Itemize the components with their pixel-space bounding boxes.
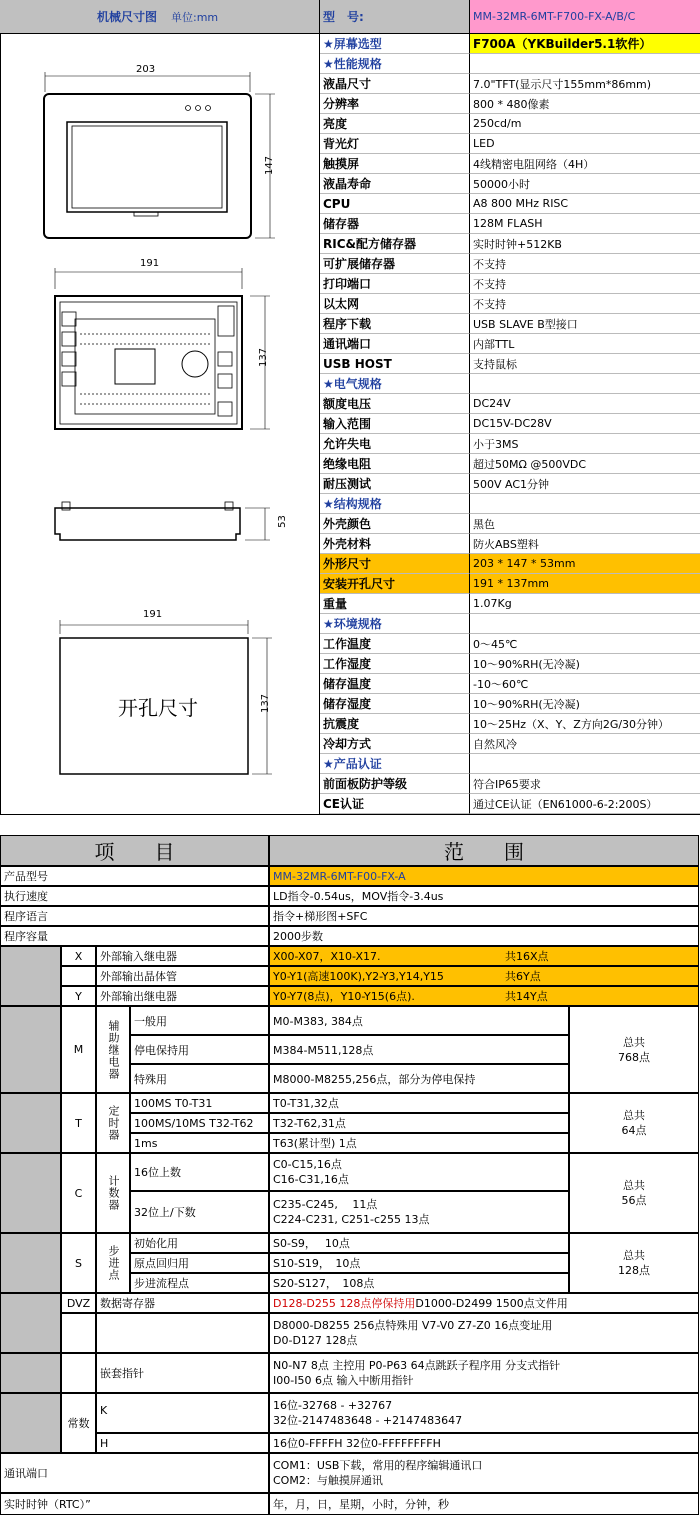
spec-value: 不支持: [470, 274, 700, 294]
spec-value: 黑色: [470, 514, 700, 534]
dvz-value2: [269, 1313, 699, 1353]
const-h: H: [96, 1433, 269, 1453]
c-row-name: 16位上数: [130, 1153, 269, 1191]
spec-key: 安装开孔尺寸: [320, 574, 470, 594]
spec-key: 分辨率: [320, 94, 470, 114]
comm-label: 通讯端口: [0, 1453, 269, 1493]
spec-value: 通过CE认证（EN61000-6-2:200S）: [470, 794, 700, 814]
spec-value: [470, 54, 700, 74]
dvz-name: 数据寄存器: [96, 1293, 269, 1313]
spec-key: 前面板防护等级: [320, 774, 470, 794]
dvz-group-left: [0, 1293, 61, 1353]
spec-key: [320, 614, 470, 634]
spec-key: 外形尺寸: [320, 554, 470, 574]
m-row-value: M8000-M8255,256点，部分为停电保持: [269, 1064, 569, 1093]
spec-key: 允许失电: [320, 434, 470, 454]
spec-value: USB SLAVE B型接口: [470, 314, 700, 334]
spec-key: 可扩展储存器: [320, 254, 470, 274]
spec-key: 外壳颜色: [320, 514, 470, 534]
spec-key: 工作温度: [320, 634, 470, 654]
spec-value: -10～60℃: [470, 674, 700, 694]
spec-key: 储存湿度: [320, 694, 470, 714]
back-width-label: 191: [140, 258, 160, 269]
spec-value: 不支持: [470, 294, 700, 314]
nest-group-left: [0, 1353, 61, 1393]
y2-letter: Y: [61, 986, 96, 1006]
c-row-line: C224-C231, C251-c255 13点: [273, 1213, 430, 1226]
spec-key: 打印端口: [320, 274, 470, 294]
y2-total: 共14Y点: [505, 990, 548, 1003]
x-range: X00-X07，X10-X17.: [273, 950, 381, 963]
m-row-name: 一般用: [130, 1006, 269, 1035]
nest-line: I00-I50 6点 输入中断用指针: [273, 1374, 414, 1387]
rtc-value: 年，月，日，星期，小时，分钟，秒: [269, 1493, 699, 1515]
const-group-left: [0, 1393, 61, 1453]
c-group-name: 计数器: [96, 1153, 130, 1233]
m-total: 总共 768点: [569, 1006, 699, 1093]
dvz-rest: D1000-D2499 1500点文件用: [415, 1297, 568, 1310]
x-value: [269, 946, 699, 966]
comm-line: COM1：USB下载，常用的程序编辑通讯口: [273, 1459, 483, 1472]
m-row-value: M0-M383, 384点: [269, 1006, 569, 1035]
s-total: 总共 128点: [569, 1233, 699, 1293]
dvz-line: D8000-D8255 256点特殊用 V7-V0 Z7-Z0 16点变址用: [273, 1319, 553, 1332]
dvz-red: D128-D255 128点停保持用: [273, 1297, 416, 1310]
y1-total: 共6Y点: [505, 970, 541, 983]
dvz-value1: [269, 1293, 699, 1313]
spec-key: USB HOST: [320, 354, 470, 374]
const-k-line: 16位-32768 - +32767: [273, 1399, 393, 1412]
spec-key: 储存器: [320, 214, 470, 234]
spec-value: 250cd/m: [470, 114, 700, 134]
comm-line: COM2：与触摸屏通讯: [273, 1474, 383, 1487]
spec-value: 0～45℃: [470, 634, 700, 654]
spec-value: [470, 754, 700, 774]
spec-key: 背光灯: [320, 134, 470, 154]
spec-key: 液晶寿命: [320, 174, 470, 194]
spec-key: [320, 34, 470, 54]
drawing-unit: 单位:mm: [171, 10, 219, 24]
spec-key: RIC&配方储存器: [320, 234, 470, 254]
spec-value: 内部TTL: [470, 334, 700, 354]
spec-value: 实时时钟+512KB: [470, 234, 700, 254]
spec-section-title: ★结构规格: [323, 497, 382, 511]
spec-key: CPU: [320, 194, 470, 214]
dvz-blank-name: [96, 1313, 269, 1353]
rtc-label: 实时时钟（RTC）”: [0, 1493, 269, 1515]
spec-key: 冷却方式: [320, 734, 470, 754]
spec-section-title: ★环境规格: [323, 617, 382, 631]
c-total: 总共 56点: [569, 1153, 699, 1233]
spec-value: A8 800 MHz RISC: [470, 194, 700, 214]
spec-value: 不支持: [470, 254, 700, 274]
spec-value: 10～90%RH(无冷凝): [470, 694, 700, 714]
spec-section-title: ★性能规格: [323, 57, 382, 71]
t-row-value: T0-T31,32点: [269, 1093, 569, 1113]
spec-value: 支持鼠标: [470, 354, 700, 374]
t-group-left: [0, 1093, 61, 1153]
s-row-name: 原点回归用: [130, 1253, 269, 1273]
prog-lang-value: 指令+梯形图+SFC: [269, 906, 699, 926]
s-row-value: S0-S9， 10点: [269, 1233, 569, 1253]
spec-key: 亮度: [320, 114, 470, 134]
spec-value: F700A（YKBuilder5.1软件）: [470, 34, 700, 54]
spec-value: 1.07Kg: [470, 594, 700, 614]
plc-header-range: 范 围: [269, 835, 699, 866]
nest-name: 嵌套指针: [96, 1353, 269, 1393]
nest-line: N0-N7 8点 主控用 P0-P63 64点跳跃子程序用 分支式指针: [273, 1359, 561, 1372]
spec-value: 191 * 137mm: [470, 574, 700, 594]
product-model-label: 产品型号: [0, 866, 269, 886]
m-group-left: [0, 1006, 61, 1093]
spec-value: 50000小时: [470, 174, 700, 194]
m-row-value: M384-M511,128点: [269, 1035, 569, 1064]
model-label: 型 号:: [320, 0, 470, 34]
model-value: MM-32MR-6MT-F700-FX-A/B/C: [470, 0, 700, 34]
s-row-value: S20-S127， 108点: [269, 1273, 569, 1293]
y1-letter: [61, 966, 96, 986]
const-k: K: [96, 1393, 269, 1433]
side-depth-label: 53: [276, 515, 288, 528]
spec-key: [320, 754, 470, 774]
prog-cap-value: 2000步数: [269, 926, 699, 946]
spec-key: [320, 494, 470, 514]
spec-key: 液晶尺寸: [320, 74, 470, 94]
spec-key: [320, 374, 470, 394]
t-row-value: T32-T62,31点: [269, 1113, 569, 1133]
m-row-name: 停电保持用: [130, 1035, 269, 1064]
spec-section-title: ★产品认证: [323, 757, 382, 771]
spec-key: CE认证: [320, 794, 470, 814]
t-row-name: 1ms: [130, 1133, 269, 1153]
y2-name: 外部输出继电器: [96, 986, 269, 1006]
spec-value: 10～90%RH(无冷凝): [470, 654, 700, 674]
spec-key: 通讯端口: [320, 334, 470, 354]
y1-range: Y0-Y1(高速100K),Y2-Y3,Y14,Y15: [273, 970, 444, 983]
spec-value: LED: [470, 134, 700, 154]
back-height-label: 137: [258, 347, 270, 368]
drawing-title: 机械尺寸图: [97, 10, 158, 24]
front-width-label: 203: [136, 64, 156, 75]
dvz-letter: DVZ: [61, 1293, 96, 1313]
spec-value: 4线精密电阻网络（4H）: [470, 154, 700, 174]
xy-group: [0, 946, 61, 1006]
c-row-line: C0-C15,16点: [273, 1158, 342, 1171]
t-row-name: 100MS T0-T31: [130, 1093, 269, 1113]
spec-key: 重量: [320, 594, 470, 614]
spec-value: 500V AC1分钟: [470, 474, 700, 494]
spec-value: DC24V: [470, 394, 700, 414]
spec-value: 800 * 480像素: [470, 94, 700, 114]
t-total: 总共 64点: [569, 1093, 699, 1153]
m-group-name: 辅助继电器: [96, 1006, 130, 1093]
dvz-line: D0-D127 128点: [273, 1334, 358, 1347]
cutout-height-label: 137: [260, 693, 272, 714]
prog-lang-label: 程序语言: [0, 906, 269, 926]
drawing-title-bar: [0, 0, 320, 34]
y2-range: Y0-Y7(8点)，Y10-Y15(6点).: [273, 990, 415, 1003]
prog-cap-label: 程序容量: [0, 926, 269, 946]
plc-header-item: 项 目: [0, 835, 269, 866]
c-row-line: C16-C31,16点: [273, 1173, 349, 1186]
spec-key: 触摸屏: [320, 154, 470, 174]
spec-key: 外壳材料: [320, 534, 470, 554]
const-k-value: [269, 1393, 699, 1433]
t-row-name: 100MS/10MS T32-T62: [130, 1113, 269, 1133]
spec-value: 10～25Hz（X、Y、Z方向2G/30分钟）: [470, 714, 700, 734]
spec-key: 程序下载: [320, 314, 470, 334]
y2-value: [269, 986, 699, 1006]
s-group-name: 步进点: [96, 1233, 130, 1293]
c-row-value: [269, 1191, 569, 1233]
cutout-width-label: 191: [143, 609, 163, 620]
s-row-name: 步进流程点: [130, 1273, 269, 1293]
s-row-name: 初始化用: [130, 1233, 269, 1253]
spec-key: 以太网: [320, 294, 470, 314]
nest-value: [269, 1353, 699, 1393]
y1-value: [269, 966, 699, 986]
spec-value: [470, 614, 700, 634]
y1-name: 外部输出晶体管: [96, 966, 269, 986]
spec-value: 7.0"TFT(显示尺寸155mm*86mm): [470, 74, 700, 94]
front-height-label: 147: [264, 155, 276, 176]
spec-value: 小于3MS: [470, 434, 700, 454]
x-name: 外部输入继电器: [96, 946, 269, 966]
spec-value: 203 * 147 * 53mm: [470, 554, 700, 574]
spec-value: 自然风冷: [470, 734, 700, 754]
spec-key: 工作湿度: [320, 654, 470, 674]
spec-value: [470, 374, 700, 394]
spec-value: 超过50MΩ @500VDC: [470, 454, 700, 474]
m-letter: M: [61, 1006, 96, 1093]
t-letter: T: [61, 1093, 96, 1153]
c-row-name: 32位上/下数: [130, 1191, 269, 1233]
spec-value: 128M FLASH: [470, 214, 700, 234]
c-letter: C: [61, 1153, 96, 1233]
const-k-line: 32位-2147483648 - +2147483647: [273, 1414, 463, 1427]
spec-value: 防火ABS塑料: [470, 534, 700, 554]
comm-value: [269, 1453, 699, 1493]
exec-speed-value: LD指令-0.54us，MOV指令-3.4us: [269, 886, 699, 906]
spec-key: 额度电压: [320, 394, 470, 414]
x-total: 共16X点: [505, 950, 549, 963]
nest-letter: [61, 1353, 96, 1393]
spec-key: 耐压测试: [320, 474, 470, 494]
const-h-value: 16位0-FFFFH 32位0-FFFFFFFFH: [269, 1433, 699, 1453]
spec-key: 输入范围: [320, 414, 470, 434]
dvz-blank-letter: [61, 1313, 96, 1353]
t-group-name: 定时器: [96, 1093, 130, 1153]
product-model-value: MM-32MR-6MT-F00-FX-A: [269, 866, 699, 886]
spec-key: 储存温度: [320, 674, 470, 694]
spec-section-title: ★电气规格: [323, 377, 382, 391]
spec-key: 抗震度: [320, 714, 470, 734]
const-group: 常数: [61, 1393, 96, 1453]
s-letter: S: [61, 1233, 96, 1293]
t-row-value: T63(累计型) 1点: [269, 1133, 569, 1153]
spec-section-title: ★屏幕选型: [323, 37, 382, 51]
m-row-name: 特殊用: [130, 1064, 269, 1093]
c-row-line: C235-C245, 11点: [273, 1198, 378, 1211]
c-row-value: [269, 1153, 569, 1191]
x-letter: X: [61, 946, 96, 966]
s-row-value: S10-S19， 10点: [269, 1253, 569, 1273]
c-group-left: [0, 1153, 61, 1233]
spec-key: 绝缘电阻: [320, 454, 470, 474]
spec-value: DC15V-DC28V: [470, 414, 700, 434]
s-group-left: [0, 1233, 61, 1293]
exec-speed-label: 执行速度: [0, 886, 269, 906]
spec-key: [320, 54, 470, 74]
spec-value: [470, 494, 700, 514]
cutout-label: 开孔尺寸: [118, 696, 198, 720]
spec-value: 符合IP65要求: [470, 774, 700, 794]
